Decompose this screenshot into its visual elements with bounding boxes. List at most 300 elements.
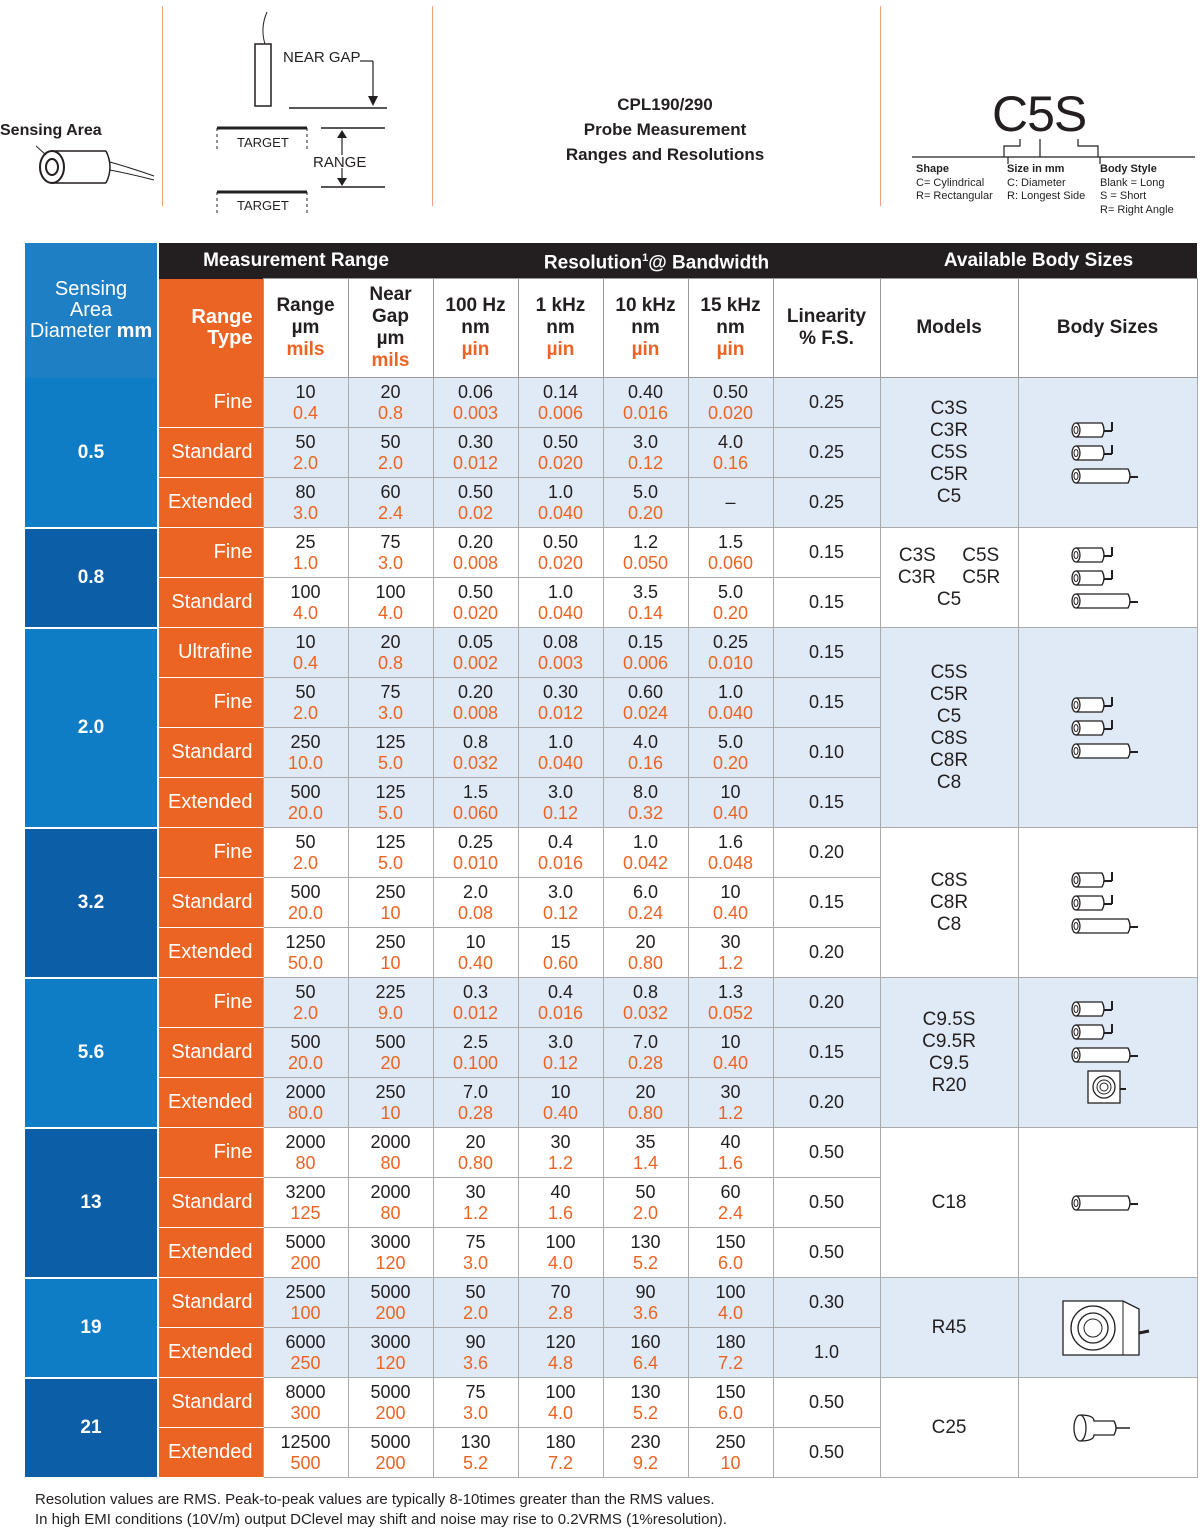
ranges-table (25, 243, 1198, 1479)
cell-r1k (518, 528, 603, 578)
value-primary: 1.5 (717, 531, 744, 552)
value-primary: 0.50 (712, 381, 749, 402)
cell-gap (348, 1428, 433, 1478)
cell-r15k (688, 478, 773, 528)
value-secondary: 3.0 (377, 552, 404, 573)
value-primary: 0.3 (462, 981, 489, 1002)
value-primary: 1.3 (717, 981, 744, 1002)
value-primary: 1.0 (632, 831, 659, 852)
cell-r100 (433, 1228, 518, 1278)
short-probe-icon (1019, 717, 1197, 739)
value-secondary: 0.048 (707, 852, 754, 873)
cell-r15k (688, 1378, 773, 1428)
header-text: Type (207, 327, 253, 349)
value-secondary: 0.100 (452, 1052, 499, 1073)
value-primary: 90 (635, 1281, 656, 1302)
value-primary: 2000 (370, 1181, 411, 1202)
cell-gap (348, 378, 433, 428)
value-primary: 5.0 (632, 481, 659, 502)
res-1khz-header (518, 279, 603, 378)
cell-r100 (433, 1278, 518, 1328)
value-secondary: 0.032 (452, 752, 499, 773)
value-primary: 0.20 (457, 531, 494, 552)
value-secondary: 80.0 (287, 1102, 324, 1123)
value-primary: 10 (295, 381, 316, 402)
cell-r100 (433, 1378, 518, 1428)
cell-r1k (518, 978, 603, 1028)
value-primary: 0.08 (542, 631, 579, 652)
range-type: Extended (158, 778, 263, 828)
long-probe-icon (1019, 1192, 1197, 1214)
cell-r15k (688, 1128, 773, 1178)
cell-linearity: 0.50 (773, 1128, 880, 1178)
value-secondary: 80 (380, 1152, 401, 1173)
cell-r1k (518, 578, 603, 628)
header-unit: mils (286, 339, 325, 360)
value-secondary: 1.2 (717, 1102, 744, 1123)
header-text: 1 kHz (535, 295, 586, 316)
value-secondary: 80 (295, 1152, 316, 1173)
value-primary: 8000 (285, 1381, 326, 1402)
header-text: Near (369, 284, 412, 305)
value-primary: 8.0 (632, 781, 659, 802)
cell-r100 (433, 828, 518, 878)
cell-linearity: 0.25 (773, 378, 880, 428)
cell-linearity: 0.15 (773, 778, 880, 828)
gap-diagram (205, 10, 405, 220)
value-secondary: 5.2 (632, 1252, 659, 1273)
value-primary: 1.2 (632, 531, 659, 552)
value-secondary: 1.2 (462, 1202, 489, 1223)
value-primary: 1.0 (717, 681, 744, 702)
body-sizes-cell (1018, 378, 1197, 528)
range-label: RANGE (313, 154, 367, 171)
header-text: Resolution (543, 252, 643, 274)
value-secondary: 0.08 (457, 902, 494, 923)
cell-gap (348, 778, 433, 828)
value-secondary: 0.80 (457, 1152, 494, 1173)
cell-linearity: 0.50 (773, 1178, 880, 1228)
value-secondary: 0.80 (627, 952, 664, 973)
value-secondary: 2.0 (292, 702, 319, 723)
value-secondary: 0.060 (707, 552, 754, 573)
value-primary: 0.4 (547, 831, 574, 852)
value-primary: 250 (375, 881, 406, 902)
body-sizes-group-header: Available Body Sizes (880, 243, 1197, 279)
large-square-probe-icon (1019, 1293, 1197, 1363)
value-primary: 4.0 (717, 431, 744, 452)
value-primary: 0.50 (542, 531, 579, 552)
cell-range (263, 478, 348, 528)
cell-r100 (433, 578, 518, 628)
range-type: Extended (158, 478, 263, 528)
table-row (25, 828, 1197, 878)
cell-gap (348, 678, 433, 728)
value-primary: 130 (630, 1231, 661, 1252)
value-primary: 250 (375, 931, 406, 952)
table-row (25, 1378, 1197, 1428)
range-type: Extended (158, 1228, 263, 1278)
range-type: Fine (158, 1128, 263, 1178)
value-primary: 50 (465, 1281, 486, 1302)
value-primary: 75 (380, 531, 401, 552)
header-unit: mils (371, 350, 410, 371)
value-secondary: 2.0 (632, 1202, 659, 1223)
res-100hz-header (433, 279, 518, 378)
value-primary: 90 (465, 1331, 486, 1352)
value-primary: 250 (375, 1081, 406, 1102)
value-secondary: 6.4 (632, 1352, 659, 1373)
cell-linearity: 0.50 (773, 1228, 880, 1278)
cell-linearity: 0.50 (773, 1428, 880, 1478)
model-name: C8 (936, 771, 962, 793)
value-secondary: 7.2 (547, 1452, 574, 1473)
body-sizes-cell (1018, 628, 1197, 828)
cell-gap (348, 1178, 433, 1228)
short-probe-icon (1019, 544, 1197, 566)
cell-range (263, 928, 348, 978)
value-primary: 3000 (370, 1231, 411, 1252)
cell-r1k (518, 1228, 603, 1278)
value-primary: 7.0 (462, 1081, 489, 1102)
header-text: µm (376, 328, 405, 349)
value-secondary: 2.0 (377, 452, 404, 473)
value-primary: 2.5 (462, 1031, 489, 1052)
value-secondary: 0.20 (627, 502, 664, 523)
header-text: @ Bandwidth (648, 252, 770, 274)
value-secondary: 6.0 (717, 1402, 744, 1423)
range-type-header (158, 279, 263, 378)
value-primary: 50 (380, 431, 401, 452)
cell-r10k (603, 428, 688, 478)
value-primary: 0.06 (457, 381, 494, 402)
cell-r15k (688, 578, 773, 628)
range-type: Standard (158, 1028, 263, 1078)
model-name: C8S (930, 869, 968, 891)
model-name: C8R (930, 749, 969, 771)
sensing-area-probe-icon (36, 140, 156, 190)
cell-r1k (518, 1278, 603, 1328)
value-primary: 50 (635, 1181, 656, 1202)
cell-r100 (433, 1428, 518, 1478)
cell-r100 (433, 1028, 518, 1078)
long-probe-icon (1019, 1044, 1197, 1066)
value-secondary: 0.28 (457, 1102, 494, 1123)
value-primary: 0.25 (712, 631, 749, 652)
cell-r100 (433, 678, 518, 728)
header-text: Area (69, 298, 113, 321)
value-primary: 130 (630, 1381, 661, 1402)
cell-r15k (688, 628, 773, 678)
value-secondary: 4.0 (292, 602, 319, 623)
value-secondary: 20.0 (287, 802, 324, 823)
cell-linearity: 0.20 (773, 928, 880, 978)
cell-linearity: 0.20 (773, 978, 880, 1028)
cell-r10k (603, 1378, 688, 1428)
legend-item: R: Longest Side (1007, 190, 1086, 202)
value-primary: 3.0 (547, 781, 574, 802)
value-secondary: 0.016 (622, 402, 669, 423)
cell-r15k (688, 978, 773, 1028)
cell-r100 (433, 1128, 518, 1178)
value-secondary: 2.4 (717, 1202, 744, 1223)
cell-r10k (603, 778, 688, 828)
value-secondary: 0.020 (537, 452, 584, 473)
value-primary: 7.0 (632, 1031, 659, 1052)
value-primary: 25 (295, 531, 316, 552)
range-type: Standard (158, 1278, 263, 1328)
legend-size (1007, 163, 1085, 204)
value-secondary: 10 (720, 1452, 741, 1473)
value-secondary: 2.0 (462, 1302, 489, 1323)
cell-linearity: 0.15 (773, 1028, 880, 1078)
value-secondary: 0.40 (712, 802, 749, 823)
models-cell (880, 528, 1018, 628)
legend-item: S = Short (1100, 190, 1147, 202)
model-name: C3R (930, 419, 969, 441)
value-primary: – (725, 492, 736, 512)
cell-r15k (688, 728, 773, 778)
footnote: In high EMI conditions (10V/m) output DClevel may shift and noise may rise to 0.2VRMS (1%resolution). (35, 1511, 727, 1528)
linearity-header (773, 279, 880, 378)
cell-gap (348, 428, 433, 478)
models-cell (880, 1128, 1018, 1278)
value-secondary: 0.16 (712, 452, 749, 473)
model-name: C3S C5S (898, 544, 1000, 566)
range-type: Fine (158, 378, 263, 428)
cell-linearity: 0.10 (773, 728, 880, 778)
value-primary: 6.0 (632, 881, 659, 902)
cell-linearity: 0.25 (773, 428, 880, 478)
value-primary: 180 (715, 1331, 746, 1352)
value-secondary: 0.010 (452, 852, 499, 873)
cell-r15k (688, 1178, 773, 1228)
legend-item: R= Right Angle (1100, 203, 1174, 216)
cell-r1k (518, 778, 603, 828)
range-type: Standard (158, 578, 263, 628)
value-secondary: 0.040 (537, 752, 584, 773)
value-primary: 1.0 (547, 481, 574, 502)
value-primary: 2.0 (462, 881, 489, 902)
value-primary: 0.15 (627, 631, 664, 652)
cell-r10k (603, 878, 688, 928)
value-secondary: 9.2 (632, 1452, 659, 1473)
long-probe-icon (1019, 740, 1197, 762)
value-primary: 0.60 (627, 681, 664, 702)
value-secondary: 4.0 (717, 1302, 744, 1323)
cell-r1k (518, 928, 603, 978)
value-primary: 60 (720, 1181, 741, 1202)
value-secondary: 1.2 (717, 952, 744, 973)
cell-gap (348, 1328, 433, 1378)
value-primary: 500 (375, 1031, 406, 1052)
value-primary: 5000 (370, 1281, 411, 1302)
body-sizes-cell (1018, 1378, 1197, 1478)
models-header: Models (880, 279, 1018, 378)
cell-range (263, 1078, 348, 1128)
cell-linearity: 0.20 (773, 828, 880, 878)
value-secondary: 1.0 (292, 552, 319, 573)
header-text: µm (291, 317, 320, 338)
model-name: C25 (931, 1416, 967, 1438)
cell-r10k (603, 1228, 688, 1278)
value-secondary: 200 (375, 1452, 406, 1473)
value-primary: 50 (295, 831, 316, 852)
cell-range (263, 378, 348, 428)
cell-r100 (433, 778, 518, 828)
range-type: Fine (158, 678, 263, 728)
value-secondary: 0.60 (542, 952, 579, 973)
value-primary: 10 (720, 1031, 741, 1052)
legend-body-style (1100, 163, 1174, 217)
cell-r10k (603, 1078, 688, 1128)
res-10khz-header (603, 279, 688, 378)
cell-range (263, 778, 348, 828)
cell-range (263, 1428, 348, 1478)
value-primary: 50 (295, 431, 316, 452)
value-secondary: 5.2 (632, 1402, 659, 1423)
body-sizes-cell (1018, 828, 1197, 978)
model-name: C8S (930, 727, 968, 749)
value-secondary: 120 (375, 1252, 406, 1273)
value-primary: 15 (550, 931, 571, 952)
value-secondary: 10 (380, 1102, 401, 1123)
value-secondary: 10.0 (287, 752, 324, 773)
cell-range (263, 1378, 348, 1428)
range-type: Fine (158, 528, 263, 578)
value-secondary: 2.4 (377, 502, 404, 523)
cell-r10k (603, 728, 688, 778)
cell-linearity: 0.15 (773, 628, 880, 678)
short-probe-icon (1019, 998, 1197, 1020)
value-secondary: 0.20 (712, 602, 749, 623)
cell-r1k (518, 678, 603, 728)
cell-r100 (433, 928, 518, 978)
value-primary: 125 (375, 831, 406, 852)
sensing-diameter: 13 (25, 1128, 158, 1278)
cell-r100 (433, 1328, 518, 1378)
cell-linearity: 0.15 (773, 578, 880, 628)
cell-r100 (433, 528, 518, 578)
cell-r15k (688, 1428, 773, 1478)
models-cell (880, 628, 1018, 828)
range-type: Standard (158, 878, 263, 928)
header-text: nm (461, 317, 490, 338)
cell-r15k (688, 1028, 773, 1078)
header-text: nm (546, 317, 575, 338)
value-secondary: 0.032 (622, 1002, 669, 1023)
table-body (25, 378, 1197, 1478)
value-secondary: 3.6 (462, 1352, 489, 1373)
value-primary: 30 (720, 931, 741, 952)
value-secondary: 5.0 (377, 852, 404, 873)
value-secondary: 0.008 (452, 702, 499, 723)
value-secondary: 20.0 (287, 1052, 324, 1073)
cell-linearity: 0.30 (773, 1278, 880, 1328)
value-secondary: 3.0 (377, 702, 404, 723)
value-primary: 500 (290, 781, 321, 802)
cell-range (263, 528, 348, 578)
measurement-range-header: Measurement Range (158, 243, 433, 279)
cell-gap (348, 578, 433, 628)
header-text: 100 Hz (445, 295, 506, 316)
cell-r100 (433, 378, 518, 428)
header-unit: mm (116, 319, 153, 342)
cell-range (263, 1178, 348, 1228)
cell-range (263, 628, 348, 678)
cell-r15k (688, 1328, 773, 1378)
long-probe-icon (1019, 915, 1197, 937)
value-primary: 0.8 (632, 981, 659, 1002)
value-primary: 0.4 (547, 981, 574, 1002)
short-probe-icon (1019, 567, 1197, 589)
header (0, 0, 1200, 230)
body-sizes-cell (1018, 528, 1197, 628)
target-label-top: TARGET (237, 135, 289, 150)
model-name: R45 (931, 1316, 967, 1338)
value-secondary: 0.016 (537, 852, 584, 873)
value-primary: 125 (375, 781, 406, 802)
long-probe-icon (1019, 465, 1197, 487)
value-primary: 80 (295, 481, 316, 502)
body-sizes-cell (1018, 1128, 1197, 1278)
target-label-bottom: TARGET (237, 198, 289, 213)
value-primary: 20 (635, 931, 656, 952)
body-sizes-header: Body Sizes (1018, 279, 1197, 378)
value-primary: 4.0 (632, 731, 659, 752)
value-secondary: 0.020 (452, 602, 499, 623)
header-unit: µin (546, 339, 575, 360)
cell-r10k (603, 1128, 688, 1178)
value-secondary: 0.002 (452, 652, 499, 673)
model-name: C9.5 (928, 1052, 970, 1074)
legend-title: Body Style (1100, 163, 1157, 175)
cell-linearity: 0.25 (773, 478, 880, 528)
model-name: C5R (930, 683, 969, 705)
cell-r15k (688, 1078, 773, 1128)
value-primary: 0.50 (457, 481, 494, 502)
value-secondary: 300 (290, 1402, 321, 1423)
value-secondary: 0.020 (537, 552, 584, 573)
value-primary: 10 (550, 1081, 571, 1102)
value-primary: 100 (715, 1281, 746, 1302)
cell-r100 (433, 428, 518, 478)
flanged-probe-icon (1019, 1411, 1197, 1445)
value-primary: 0.25 (457, 831, 494, 852)
value-secondary: 0.020 (707, 402, 754, 423)
cell-gap (348, 528, 433, 578)
cell-r15k (688, 1278, 773, 1328)
value-primary: 230 (630, 1431, 661, 1452)
footnote-marker: 1 (642, 251, 649, 264)
value-secondary: 125 (290, 1202, 321, 1223)
cell-r15k (688, 1228, 773, 1278)
cell-r10k (603, 1328, 688, 1378)
value-secondary: 0.003 (537, 652, 584, 673)
value-primary: 1250 (285, 931, 326, 952)
value-secondary: 0.042 (622, 852, 669, 873)
value-secondary: 0.40 (457, 952, 494, 973)
value-secondary: 1.6 (717, 1152, 744, 1173)
short-probe-icon (1019, 892, 1197, 914)
header-text: Sensing (54, 277, 128, 300)
range-type: Standard (158, 428, 263, 478)
cell-range (263, 428, 348, 478)
model-name: C5 (936, 485, 962, 507)
model-name: C3R C5R (897, 566, 1001, 588)
value-secondary: 1.2 (547, 1152, 574, 1173)
range-type: Extended (158, 1328, 263, 1378)
